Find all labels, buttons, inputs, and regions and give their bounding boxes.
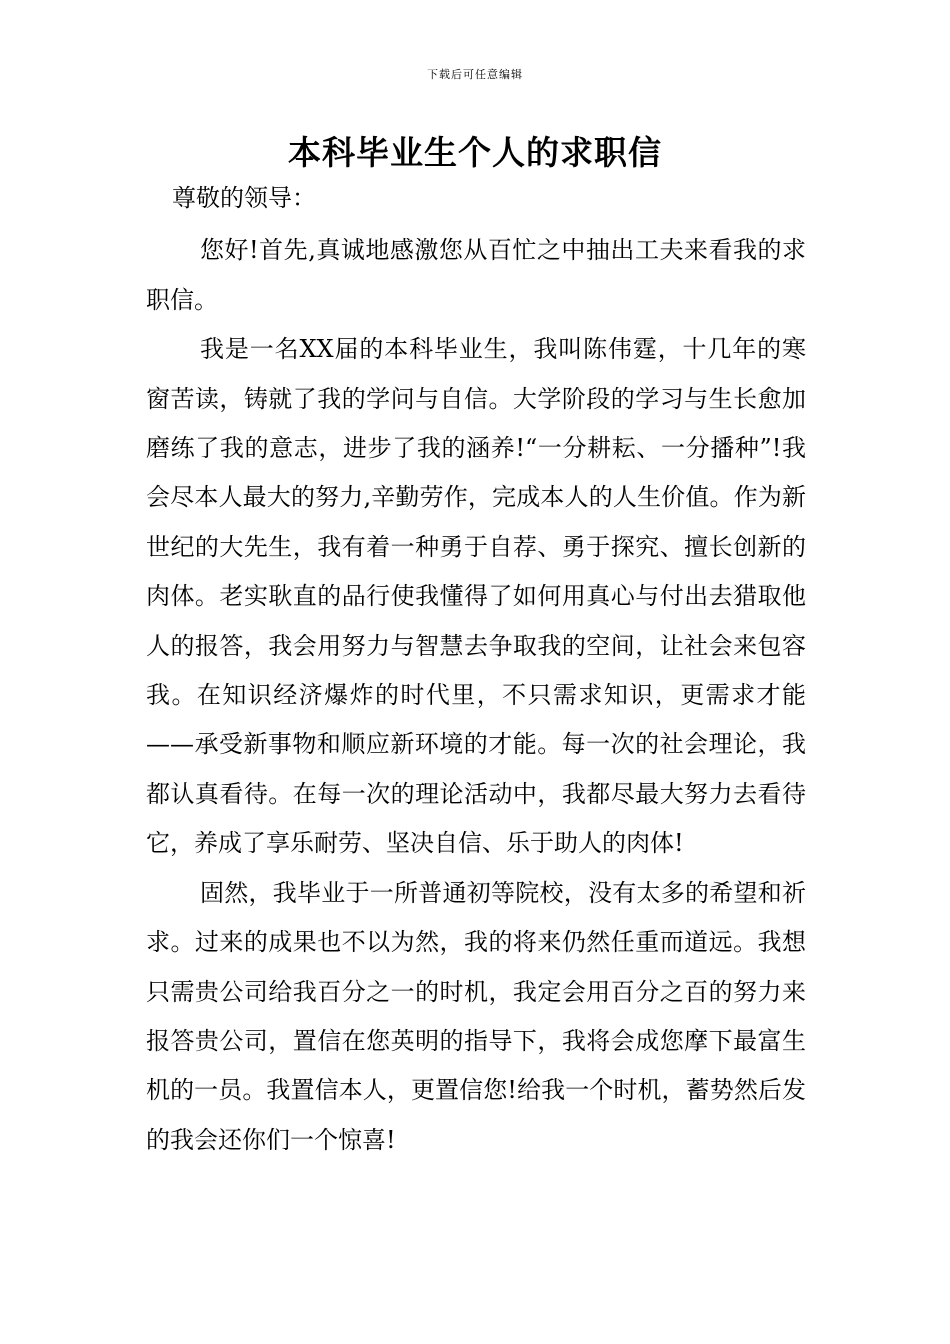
paragraph-greeting: 您好!首先,真诚地感激您从百忙之中抽出工夫来看我的求职信。 — [146, 236, 806, 314]
paragraph-closing: 固然，我毕业于一所普通初等院校，没有太多的希望和祈求。过来的成果也不以为然，我的将来仍然任重而道远。我想只需贵公司给我百分之一的时机，我定会用百分之百的努力来报答贵公司，置信在您英明的指导下，我将会成您摩下最富生机的一员。我置信本人，更置信您!给我一个时机，蓄势然后发的我会还你们一个惊喜! — [146, 878, 806, 1154]
salutation: 尊敬的领导： — [172, 184, 316, 212]
paragraph-self-introduction: 我是一名XX届的本科毕业生，我叫陈伟霆，十几年的寒窗苦读，铸就了我的学问与自信。大学阶段的学习与生长愈加磨练了我的意志，进步了我的涵养!“一分耕耘、一分播种”!我会尽本人最大的努力,辛勤劳作，完成本人的人生价值。作为新世纪的大先生，我有着一种勇于自荐、勇于探究、擅长创新的肉体。老实耿直的品行使我懂得了如何用真心与付出去猎取他人的报答，我会用努力与智慧去争取我的空间，让社会来包容我。在知识经济爆炸的时代里，不只需求知识，更需求才能——承受新事物和顺应新环境的才能。每一次的社会理论，我都认真看待。在每一次的理论活动中，我都尽最大努力去看待它，养成了享乐耐劳、坚决自信、乐于助人的肉体! — [146, 335, 806, 858]
letter-body — [146, 174, 806, 1165]
document-title: 本科毕业生个人的求职信 — [288, 133, 662, 172]
header-note: 下载后可任意编辑 — [427, 68, 523, 81]
